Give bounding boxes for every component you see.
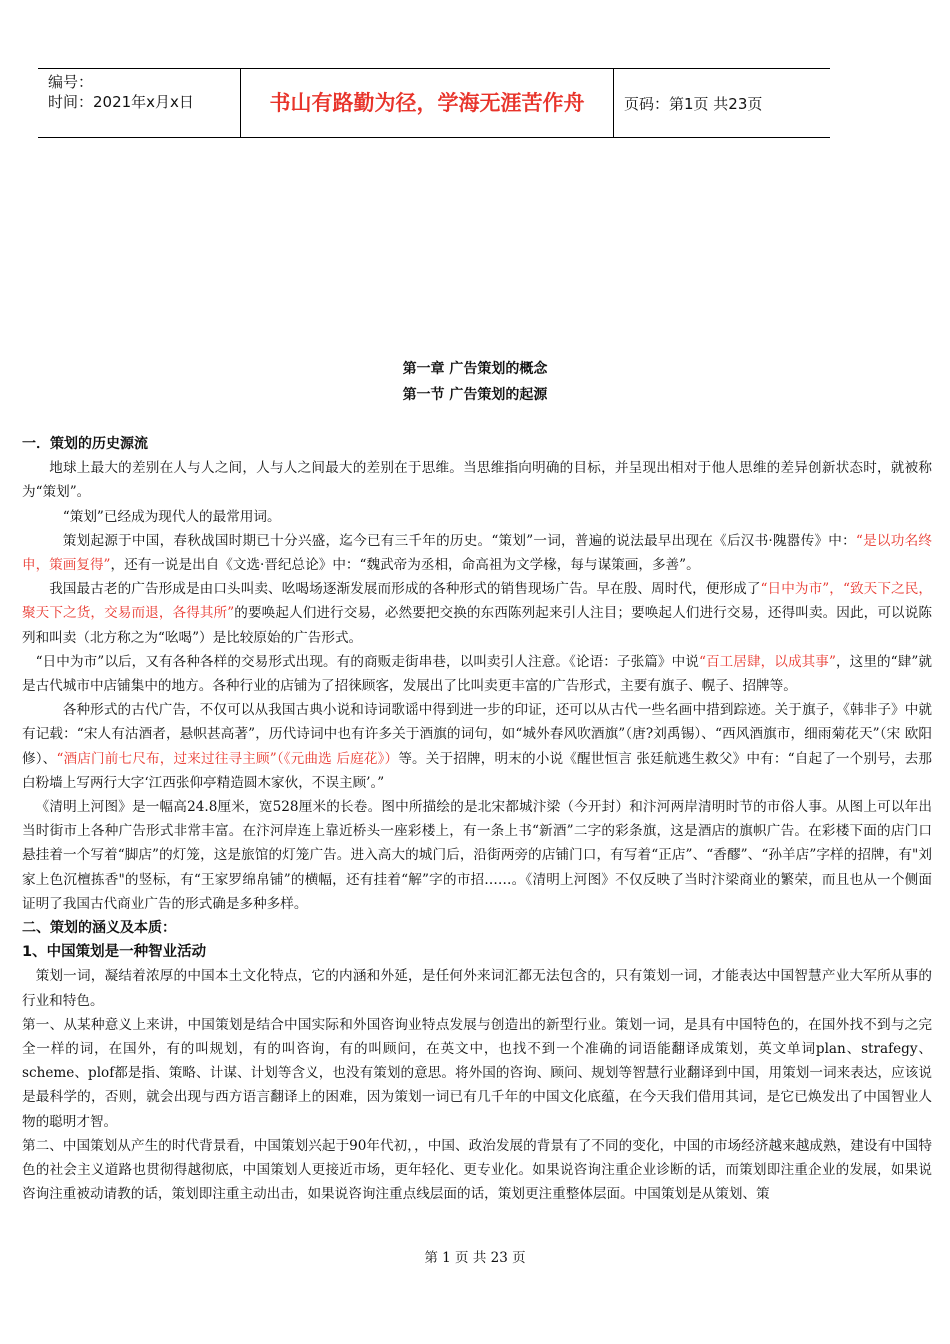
text-run: 各种形式的古代广告，不仅可以从我国古典小说和诗词歌谣中得到进一步的印证，还可以从古代一些名画中措到踪迹。关于旗子，《韩非子》中就有记载：“宋人有沽酒者，悬帜甚高著”，历代诗词中也有许多关于酒旗的词句，如“城外春风吹酒旗”（唐?刘禹锡）、“西风酒旗市，细雨菊花天”（宋 欧阳修）、 (22, 702, 932, 767)
highlight-quote: “百工居肆，以成其事” (698, 653, 836, 670)
heading-history: 一．策划的历史源流 (22, 436, 148, 452)
paragraph (22, 577, 932, 650)
highlight-quote: “是以功名终申，策画复得” (22, 532, 932, 574)
text-run: ，这里的“肆”就是古代城市中店铺集中的地方。各种行业的店铺为了招徕顾客，发展出了比叫卖更丰富的广告形式，主要有旗子、幌子、招牌等。 (22, 653, 932, 695)
text-run: ，还有一说是出自《文选·晋纪总论》中：“魏武帝为丞相，命高祖为文学椽，每与谋策画，多善”。 (110, 557, 700, 574)
paragraph: 地球上最大的差别在人与人之间，人与人之间最大的差别在于思维。当思维指向明确的目标，并呈现出相对于他人思维的差异创新状态时，就被称为“策划”。 (22, 460, 932, 501)
header-motto: 书山有路勤为径，学海无涯苦作舟 (241, 69, 614, 137)
paragraph: 第二、中国策划从产生的时代背景看，中国策划兴起于90年代初，，中国、政治发展的背景有了不同的变化，中国的市场经济越来越成熟，建设有中国特色的社会主义道路也贯彻得越彻底，中国策划人更接近市场，更年轻化、更专业化。如果说咨询注重企业诊断的话，而策划即注重企业的发展，如果说咨询注重被动请教的话，策划即注重主动出击，如果说咨询注重点线层面的话，策划更注重整体层面。中国策划是从策划、策 (22, 1137, 932, 1203)
date-label: 时间：2021年x月x日 (48, 93, 194, 111)
text-run: 策划起源于中国，春秋战国时期已十分兴盛，迄今已有三千年的历史。“策划”一词，普遍的说法最早出现在《后汉书·隗嚣传》中： (62, 532, 856, 549)
paragraph: 《清明上河图》是一幅高24.8厘米，宽528厘米的长卷。图中所描绘的是北宋都城汴梁（今开封）和汴河两岸清明时节的市俗人事。从图上可以年出当时街市上各种广告形式非常丰富。在汴河岸连上靠近桥头一座彩楼上，有一条上书“新酒”二字的彩条旗，这是酒店的旗帜广告。在彩楼下面的店门口悬挂着一个写着“脚店”的灯笼，这是旅馆的灯笼广告。进入高大的城门后，沿街两旁的店铺门口，有写着“正店”、“香醪”、“孙羊店”字样的招牌，有"刘家上色沉檀拣香"的竖标，有“王家罗绵帛铺”的横幅，还有挂着“解”字的市招……。《清明上河图》不仅反映了当时汴梁商业的繁荣，而且也从一个侧面证明了我国古代商业广告的形式确是多种多样。 (22, 799, 932, 912)
text-run: 我国最古老的广告形成是由口头叫卖、吆喝场逐渐发展而形成的各种形式的销售现场广告。早在殷、周时代，便形成了 (49, 581, 761, 598)
header-info-cell (38, 69, 241, 137)
highlight-quote: “日中为市”，“致天下之民，聚天下之货，交易而退，各得其所” (22, 581, 932, 622)
paragraph: “策划”已经成为现代人的最常用词。 (62, 508, 281, 525)
highlight-quote: “酒店门前七尺布，过来过往寻主顾”（《元曲选 后庭花》） (56, 750, 399, 767)
paragraph (22, 698, 932, 795)
header-page-label: 页码：第1页 共23页 (624, 95, 763, 113)
document-body (22, 432, 932, 1207)
paragraph (22, 529, 932, 577)
number-label: 编号： (48, 73, 94, 91)
text-run: “日中为市”以后，又有各种各样的交易形式出现。有的商贩走街串巷，以叫卖引人注意。《论语：子张篇》中说 (35, 653, 699, 670)
text-run: 的要唤起人们进行交易，必然要把交换的东西陈列起来引人注目；要唤起人们进行交易，还得叫卖。因此，可以说陈列和叫卖（北方称之为“吆喝”）是比较原始的广告形式。 (22, 605, 932, 646)
paragraph: 策划一词，凝结着浓厚的中国本土文化特点，它的内涵和外延，是任何外来词汇都无法包含的，只有策划一词，才能表达中国智慧产业大军所从事的行业和特色。 (22, 968, 932, 1009)
chapter-title: 第一章 广告策划的概念 (402, 361, 548, 377)
paragraph (22, 650, 932, 698)
header-table (38, 68, 830, 138)
paragraph: 第一、从某种意义上来讲，中国策划是结合中国实际和外国咨询业特点发展与创造出的新型行业。策划一词，是具有中国特色的，在国外找不到与之完全一样的词，在国外，有的叫规划，有的叫咨询，有的叫顾问，在英文中，也找不到一个准确的词语能翻译成策划，英文单词plan、strafegy、scheme、plof都是指、策略、计谋、计划等含义，也没有策划的意思。将外国的咨询、顾问、规划等智慧行业翻译到中国，用策划一词来表达，应该说是最科学的，否则，就会出现与西方语言翻译上的困难，因为策划一词已有几千年的中国文化底蕴，在今天我们借用其词，是它已焕发出了中国智业人物的聪明才智。 (22, 1016, 932, 1130)
heading-meaning: 二、策划的涵义及本质： (22, 920, 176, 937)
section-title: 第一节 广告策划的起源 (402, 387, 548, 403)
page-footer: 第 1 页 共 23 页 (424, 1250, 526, 1266)
subheading: 1、中国策划是一种智业活动 (22, 944, 207, 961)
text-run: 等。关于招牌，明末的小说《醒世恒言 张廷航逃生救父》中有：“自起了一个别号，去那白粉墙上写两行大字‘江西张仰亭精造圆木家伙，不误主顾’。” (22, 750, 932, 791)
